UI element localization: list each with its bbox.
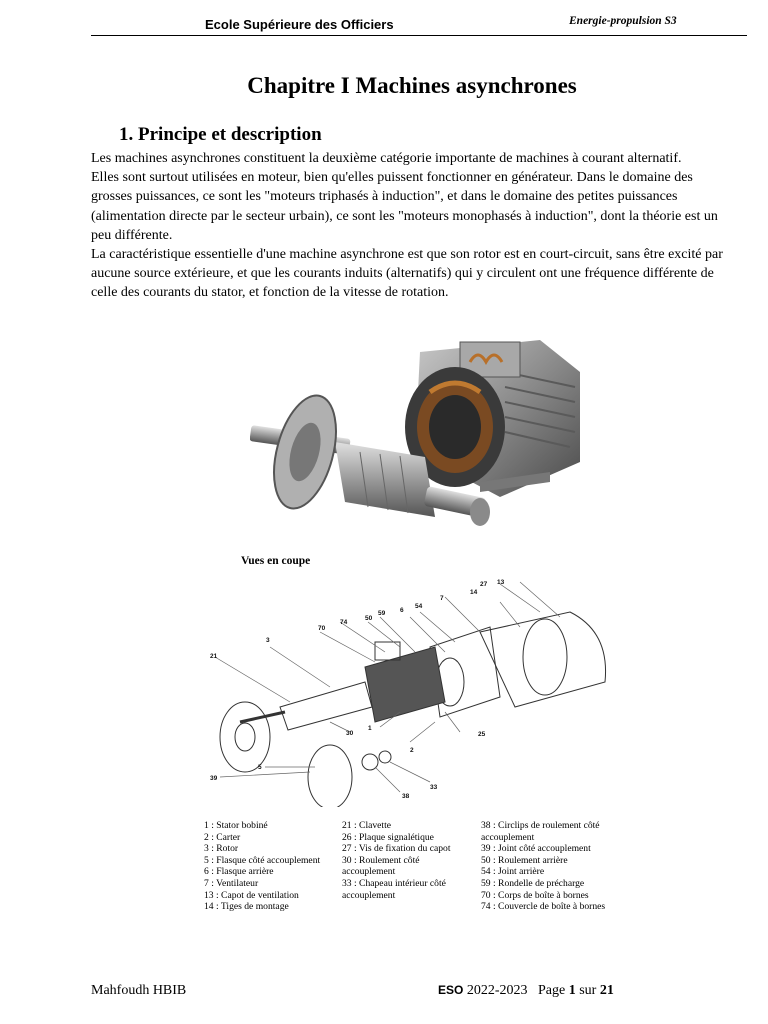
callout-2: 2 — [410, 747, 414, 754]
header-school: Ecole Supérieure des Officiers — [205, 17, 394, 32]
legend-item: accouplement — [342, 866, 396, 878]
legend-item: 54 : Joint arrière — [481, 866, 545, 878]
legend-item: 1 : Stator bobiné — [204, 820, 268, 831]
front-flange-hub — [235, 723, 255, 751]
legend-column-3 — [481, 820, 605, 913]
legend-item: 50 : Roulement arrière — [481, 854, 568, 866]
footer-page-word: Page — [538, 983, 566, 998]
legend-item: 33 : Chapeau intérieur côté — [342, 877, 446, 889]
callout-70: 70 — [318, 625, 326, 632]
body-text — [91, 149, 727, 303]
legend-item: 70 : Corps de boîte à bornes — [481, 889, 589, 901]
legend-item: 6 : Flasque arrière — [204, 866, 274, 878]
legend-item: accouplement — [481, 831, 535, 843]
legend-item: 26 : Plaque signalétique — [342, 831, 434, 843]
legend-item: 3 : Rotor — [204, 843, 239, 855]
header-course: Energie-propulsion S3 — [569, 15, 677, 27]
callout-7: 7 — [440, 595, 444, 602]
legend-item: 7 : Ventilateur — [204, 877, 259, 889]
motor-body — [365, 647, 445, 722]
front-flange — [220, 702, 270, 772]
callout-33: 33 — [430, 784, 438, 791]
footer-school: ESO — [438, 983, 464, 997]
legend-column-2 — [342, 820, 451, 901]
legend-item: 74 : Couvercle de boîte à bornes — [481, 901, 606, 913]
callout-3: 3 — [266, 637, 270, 644]
exploded-view-diagram — [200, 572, 620, 807]
callout-5: 5 — [258, 764, 262, 771]
legend-item: 5 : Flasque côté accouplement — [204, 854, 321, 866]
legend-item: 38 : Circlips de roulement côté — [481, 820, 600, 831]
footer-page-number: 1 — [568, 983, 576, 998]
legend-column-1 — [204, 820, 320, 913]
callout-39: 39 — [210, 775, 218, 782]
legend-item: 13 : Capot de ventilation — [204, 889, 299, 901]
section-heading: 1. Principe et description — [119, 124, 322, 145]
lower-flange — [308, 745, 352, 807]
callout-38: 38 — [402, 793, 410, 800]
legend-item: 30 : Roulement côté — [342, 854, 420, 866]
fan-cover — [480, 612, 606, 707]
legend-item: 39 : Joint côté accouplement — [481, 843, 591, 855]
callout-13: 13 — [497, 579, 505, 586]
paragraph: Les machines asynchrones constituent la deuxième catégorie importante de machines à courant alternatif. — [91, 151, 682, 166]
washer — [379, 751, 391, 763]
callout-50: 50 — [365, 615, 373, 622]
end-flange — [263, 389, 347, 516]
footer-author: Mahfoudh HBIB — [91, 983, 187, 998]
footer-page-info — [438, 983, 614, 999]
callout-25: 25 — [478, 731, 486, 738]
callout-30: 30 — [346, 730, 354, 737]
callout-74: 74 — [340, 619, 348, 626]
callout-1: 1 — [368, 725, 372, 732]
callout-6: 6 — [400, 607, 404, 614]
header-divider — [91, 35, 747, 36]
terminal-box — [375, 642, 400, 660]
callout-14: 14 — [470, 589, 478, 596]
footer-year: 2022-2023 — [466, 983, 528, 998]
callout-21: 21 — [210, 653, 218, 660]
callout-59: 59 — [378, 610, 386, 617]
paragraph: La caractéristique essentielle d'une machine asynchrone est que son rotor est en court-circuit, sans être excité par aucune source extérieure, et que les courants induits (alternatifs) qui y circulent ont une fréquence différente de celle des courants du stator, et fonction de la vitesse de rotation. — [91, 247, 723, 301]
footer-of-word: sur — [579, 983, 597, 998]
legend-item: 27 : Vis de fixation du capot — [342, 843, 451, 855]
cut-view-label: Vues en coupe — [241, 555, 311, 567]
legend-item: accouplement — [342, 889, 396, 901]
stator-housing — [405, 340, 580, 497]
fan-cover-ring — [523, 619, 567, 695]
shaft — [240, 712, 285, 722]
rotor-drawing — [280, 682, 372, 730]
chapter-title: Chapitre I Machines asynchrones — [247, 73, 577, 98]
callout-27: 27 — [480, 581, 488, 588]
legend-item: 21 : Clavette — [342, 820, 392, 831]
motor-photo — [250, 332, 590, 552]
legend-item: 2 : Carter — [204, 831, 241, 843]
legend-item: 59 : Rondelle de précharge — [481, 877, 585, 889]
callout-54: 54 — [415, 603, 423, 610]
legend-item: 14 : Tiges de montage — [204, 901, 289, 913]
paragraph: Elles sont surtout utilisées en moteur, bien qu'elles puissent fonctionner en générateur. Dans le domaine des grosses puissances, ce sont les "moteurs triphasés à induction", et dans le domaine des petites puissances (alimentation directe par le secteur urbain), ce sont les "moteurs monophasés à induction", dont la théorie est un peu différente. — [91, 170, 718, 243]
footer-page-total: 21 — [599, 983, 614, 998]
